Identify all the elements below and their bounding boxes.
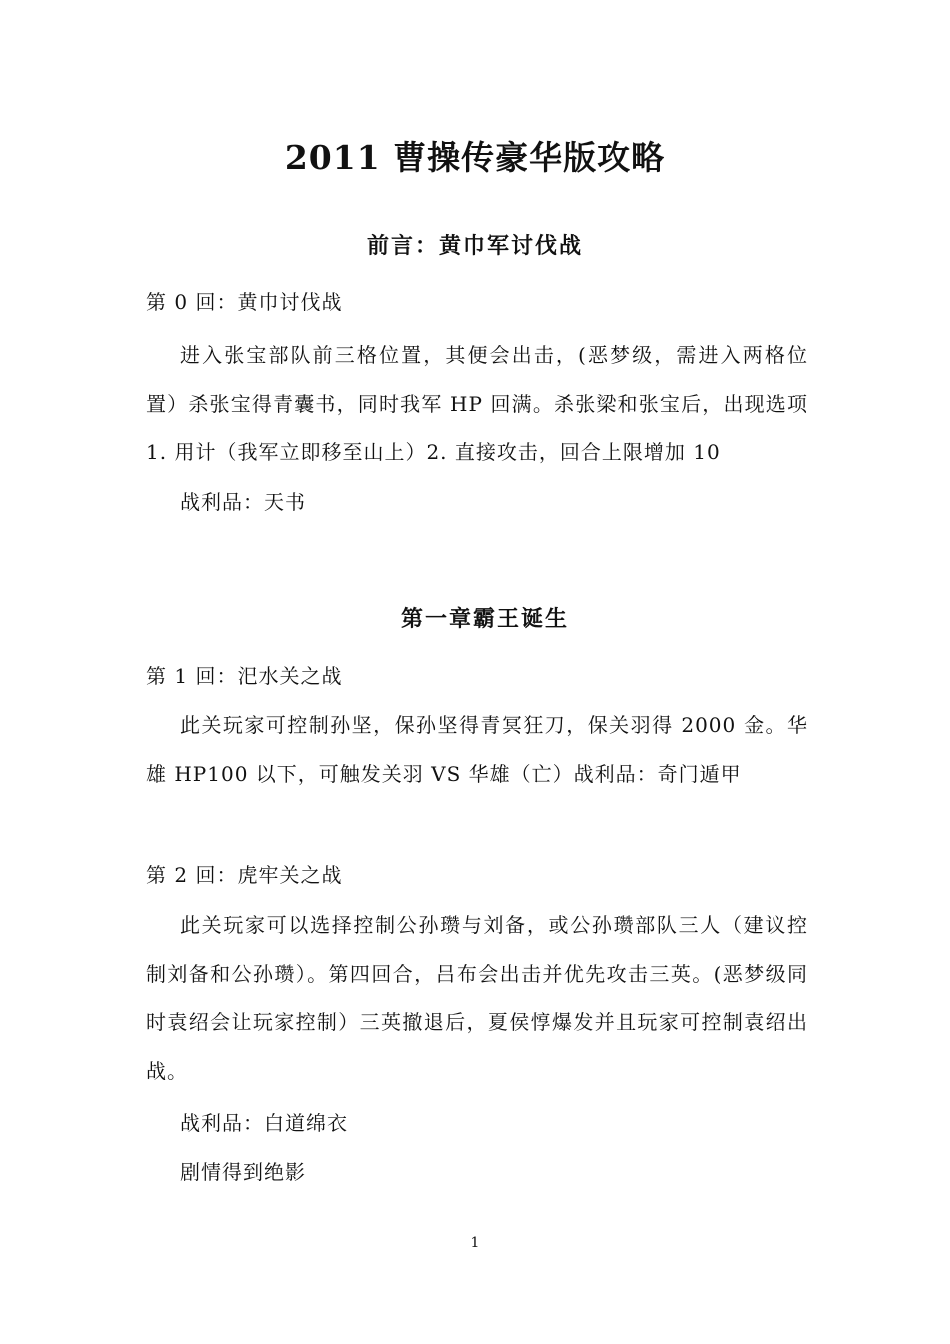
chapter-1-heading: 第一章霸王诞生	[400, 606, 569, 632]
round-1-body: 此关玩家可控制孙坚，保孙坚得青冥狂刀，保关羽得 2000 金。华雄 HP100 以下，可触发关羽 VS 华雄（亡）战利品：奇门遁甲	[146, 713, 808, 786]
document-title: 2011 曹操传豪华版攻略	[284, 138, 666, 177]
page-number: 1	[470, 1235, 480, 1251]
round-1-title: 第 1 回：汜水关之战	[146, 664, 343, 688]
round-2-body: 此关玩家可以选择控制公孙瓒与刘备，或公孙瓒部队三人（建议控制刘备和公孙瓒）。第四回合，吕布会出击并优先攻击三英。(恶梦级同时袁绍会让玩家控制）三英撤退后，夏侯惇爆发并且玩家可控制袁绍出战。	[146, 913, 808, 1083]
round-0-loot: 战利品：天书	[180, 490, 306, 514]
round-0-title: 第 0 回：黄巾讨伐战	[146, 290, 343, 314]
round-2-title: 第 2 回：虎牢关之战	[146, 863, 343, 887]
round-2-story: 剧情得到绝影	[180, 1160, 306, 1184]
round-0-body: 进入张宝部队前三格位置，其便会出击，(恶梦级，需进入两格位置）杀张宝得青囊书，同时我军 HP 回满。杀张梁和张宝后，出现选项 1. 用计（我军立即移至山上）2. 直接攻击，回合上限增加 10	[146, 343, 808, 464]
intro-heading: 前言：黄巾军讨伐战	[366, 233, 583, 259]
round-2-loot: 战利品：白道绵衣	[180, 1111, 348, 1135]
